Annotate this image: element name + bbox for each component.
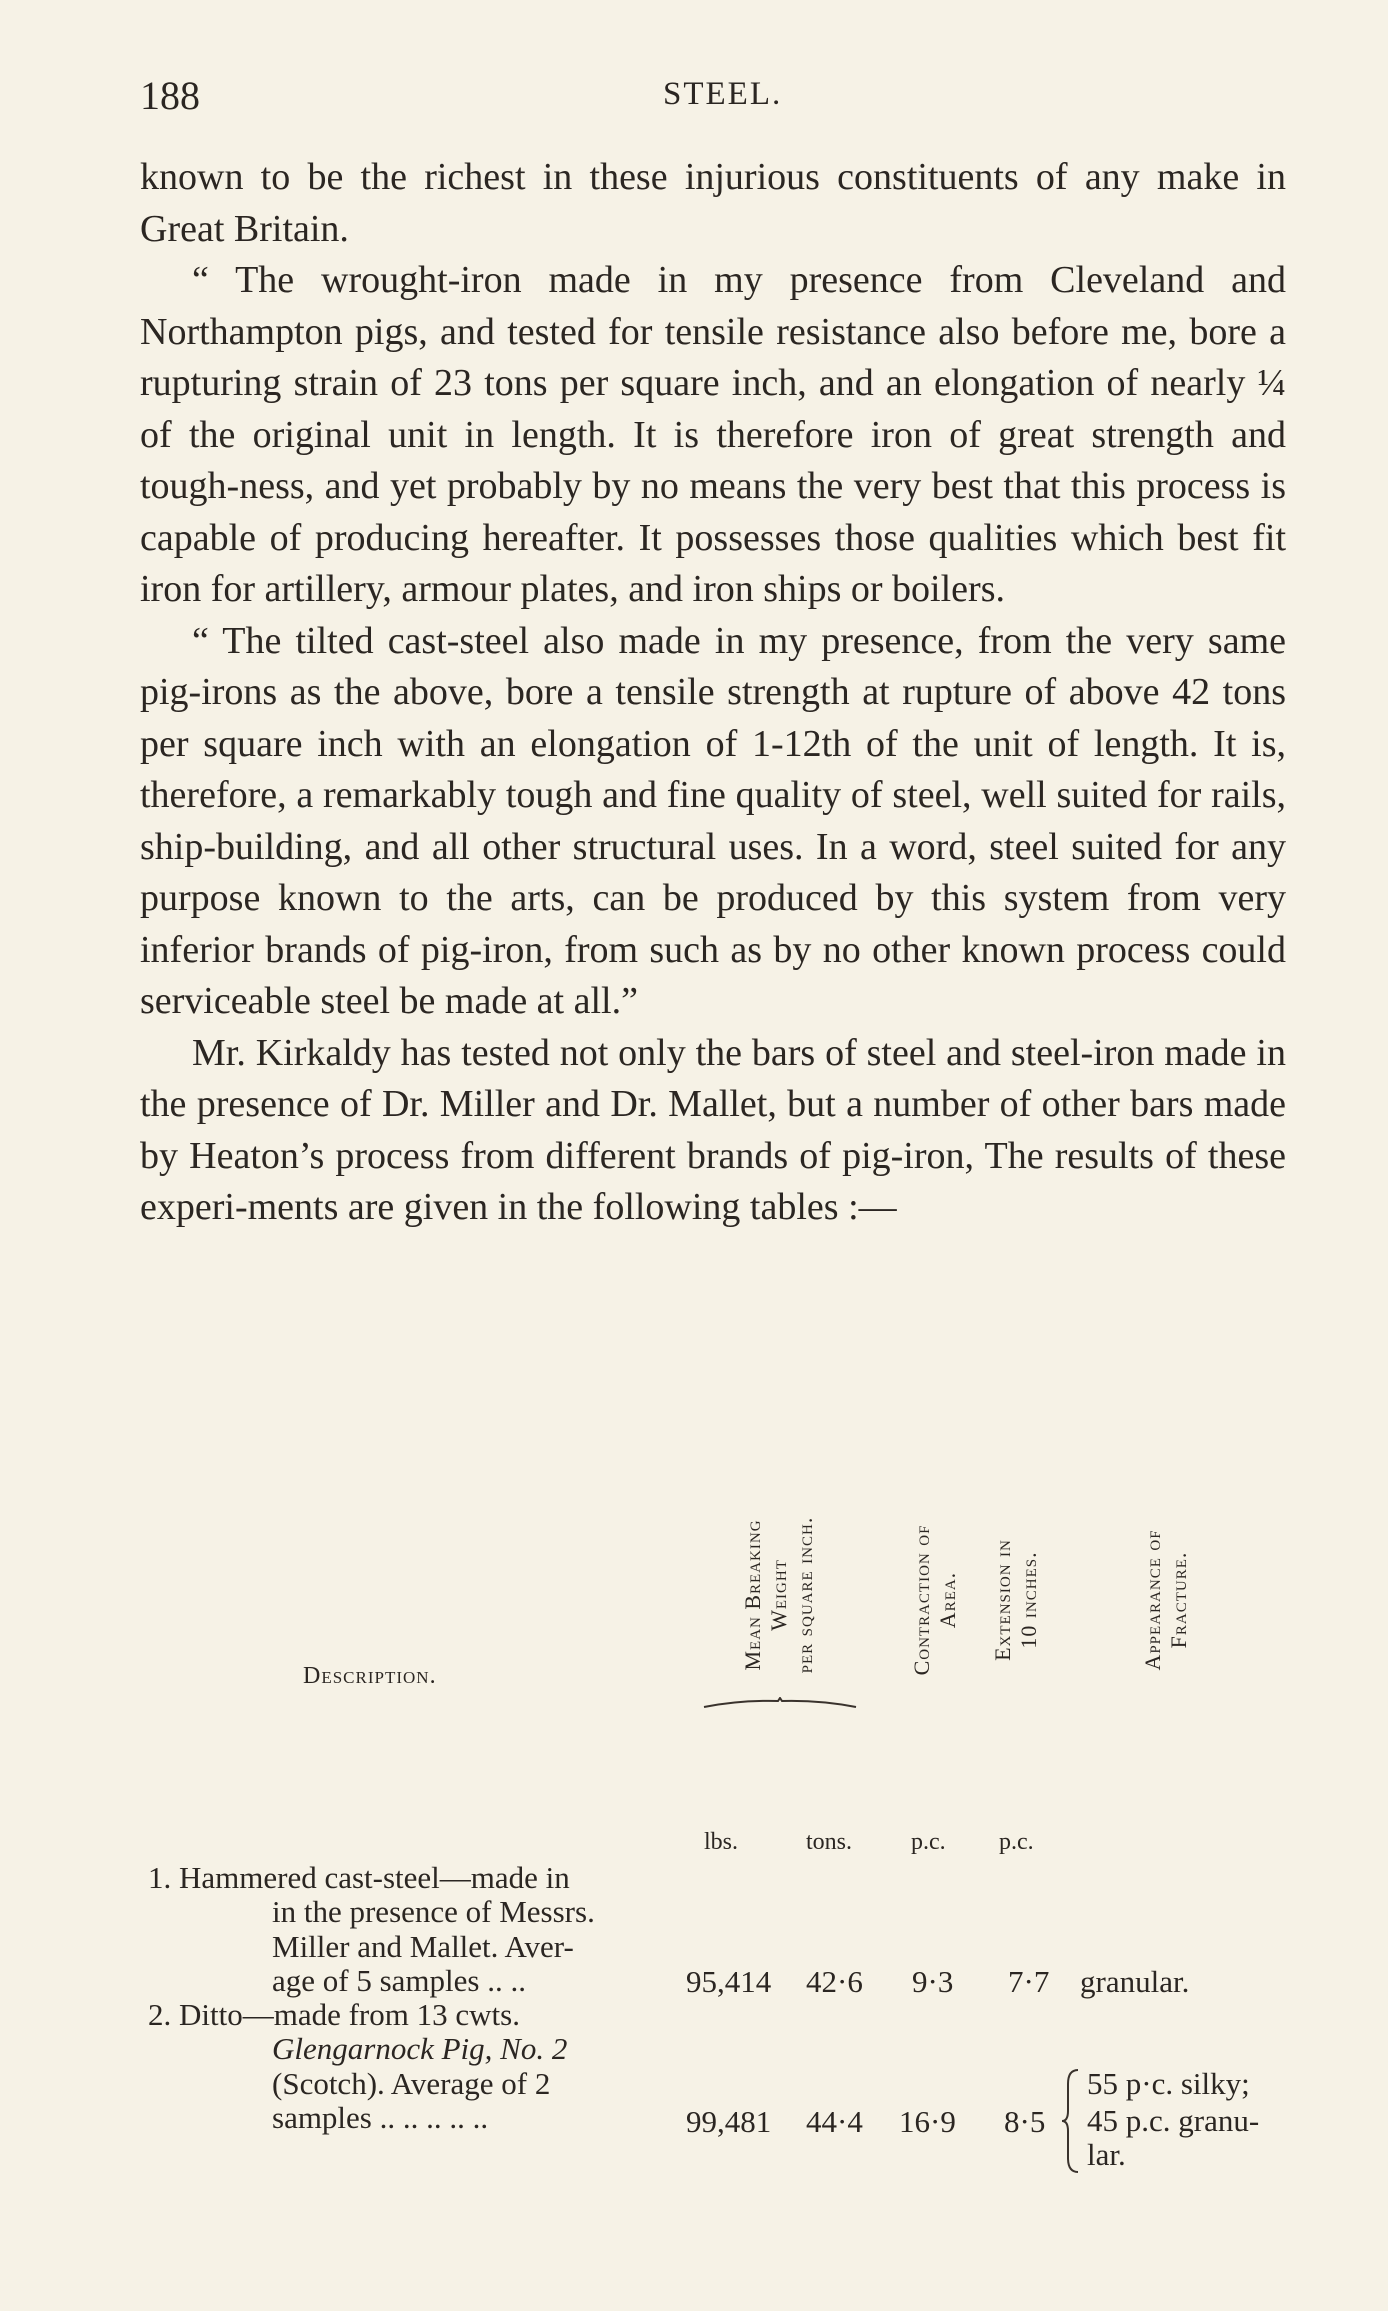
paragraph-2: “ The wrought-iron made in my presence from Cleveland and Northampton pigs, and tested for tensile resistance also before me, bore a rupturing strain of 23 tons per square inch, and an elongation of nearly ¼ of the original unit in length. It is therefore iron of great strength and tough-ness, and yet probably by no means the very best that this process is capable of producing hereafter. It possesses those qualities which best fit iron for artillery, armour plates, and iron ships or boilers. bbox=[140, 259, 1286, 610]
row-2-contraction: 16·9 bbox=[899, 2104, 956, 2139]
unit-lbs: lbs. bbox=[704, 1829, 739, 1855]
row-1-tons: 42·6 bbox=[806, 1964, 863, 1999]
row-1-appearance: granular. bbox=[1080, 1964, 1190, 1999]
row-1-line-1: 1. Hammered cast-steel—made in bbox=[148, 1860, 570, 1895]
row-2-appearance-2: 45 p.c. granu- bbox=[1087, 2103, 1260, 2138]
row-2-line-2: Glengarnock Pig, No. 2 bbox=[272, 2031, 568, 2066]
row-1-line-4: age of 5 samples .. .. bbox=[272, 1963, 526, 1998]
row-2-line-1: 2. Ditto—made from 13 cwts. bbox=[148, 1997, 520, 2032]
row-1-line-2: in the presence of Messrs. bbox=[272, 1894, 595, 1929]
paragraph-4: Mr. Kirkaldy has tested not only the bars of steel and steel-iron made in the presence of Dr. Miller and Dr. Mallet, but a number of other bars made by Heaton’s process from different brands of pig-iron, The results of these experi-ments are given in the following tables :— bbox=[140, 1031, 1286, 1228]
row-1-lbs: 95,414 bbox=[686, 1964, 772, 1999]
header-bracket bbox=[700, 1697, 860, 1711]
row-2-tons: 44·4 bbox=[806, 2104, 863, 2139]
unit-pc-extension: p.c. bbox=[999, 1829, 1034, 1855]
row-2-extension: 8·5 bbox=[1004, 2104, 1046, 2139]
row-2-line-3: (Scotch). Average of 2 bbox=[272, 2066, 551, 2101]
header-description: Description. bbox=[303, 1663, 437, 1689]
unit-tons: tons. bbox=[806, 1829, 853, 1855]
header-breaking-weight: Mean Breaking Weight per square inch. bbox=[740, 1516, 817, 1674]
row-1-contraction: 9·3 bbox=[912, 1964, 954, 1999]
header-extension: Extension in 10 inches. bbox=[990, 1539, 1041, 1661]
page-header bbox=[140, 72, 1290, 122]
row-2-appearance-1: 55 p·c. silky; bbox=[1087, 2066, 1250, 2101]
row-1-line-3: Miller and Mallet. Aver- bbox=[272, 1929, 574, 1964]
page-number: 188 bbox=[140, 73, 200, 118]
paragraph-3: “ The tilted cast-steel also made in my presence, from the very same pig-irons as the above, bore a tensile strength at rupture of above 42 tons per square inch with an elongation of 1-12th of the unit of length. It is, therefore, a remarkably tough and fine quality of steel, well suited for rails, ship-building, and all other structural uses. In a word, steel suited for any purpose known to the arts, can be produced by this system from very inferior brands of pig-iron, from such as by no other known process could serviceable steel be made at all.” bbox=[140, 619, 1286, 1022]
appearance-brace bbox=[1060, 2066, 1082, 2176]
header-appearance: Appearance of Fracture. bbox=[1140, 1529, 1191, 1671]
body-text bbox=[140, 152, 1286, 1234]
running-title: STEEL. bbox=[663, 76, 783, 112]
row-2-appearance-3: lar. bbox=[1087, 2137, 1126, 2172]
row-2-lbs: 99,481 bbox=[686, 2104, 772, 2139]
row-1-extension: 7·7 bbox=[1008, 1964, 1050, 1999]
paragraph-1: known to be the richest in these injurious constituents of any make in Great Britain. bbox=[140, 156, 1286, 250]
header-contraction: Contraction of Area. bbox=[909, 1524, 960, 1676]
unit-pc-contraction: p.c. bbox=[911, 1829, 946, 1855]
row-2-line-4: samples .. .. .. .. .. bbox=[272, 2100, 489, 2135]
